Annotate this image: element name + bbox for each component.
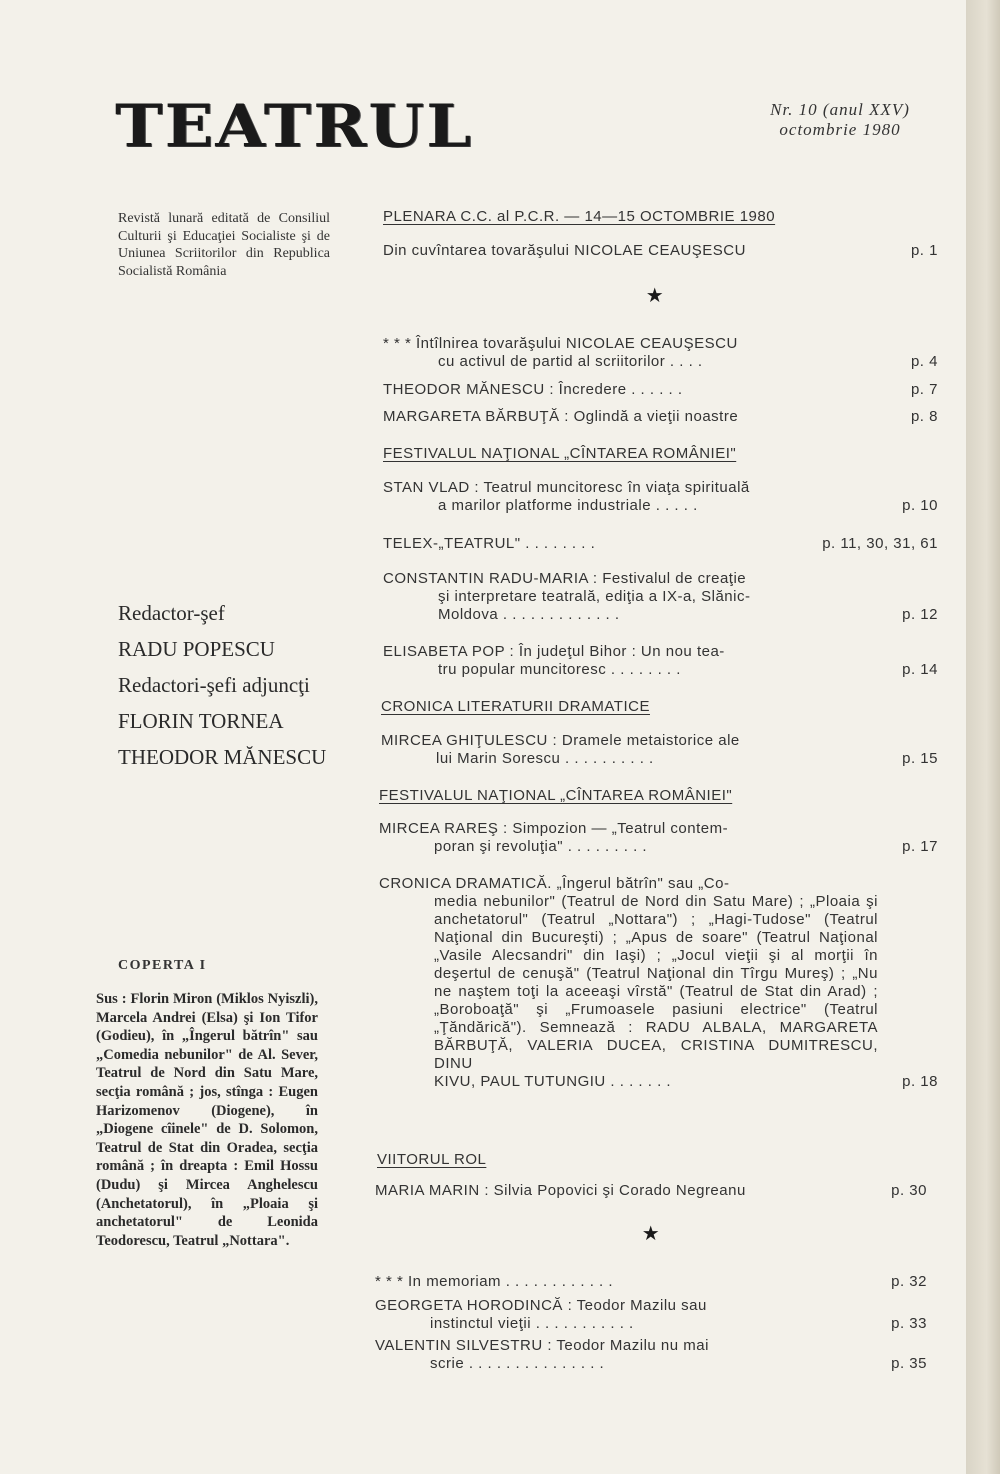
entry-title-cont: şi interpretare teatrală, ediţia a IX-a, Slănic-: [438, 588, 751, 605]
editor-in-chief: RADU POPESCU: [118, 637, 275, 661]
entry-title: CONSTANTIN RADU-MARIA : Festivalul de creaţie: [383, 570, 747, 587]
entry-title: MARGARETA BĂRBUŢĂ : Oglindă a vieţii noastre: [383, 408, 739, 425]
toc-entry[interactable]: [375, 1182, 927, 1200]
toc-entry[interactable]: [383, 479, 938, 515]
entry-title: THEODOR MĂNESCU : Încredere . . . . . .: [383, 381, 683, 398]
entry-title: ELISABETA POP : În judeţul Bihor : Un nou tea-: [383, 643, 725, 660]
entry-page: p. 30: [891, 1182, 927, 1199]
entry-page: p. 15: [902, 750, 938, 767]
deputy-editor: FLORIN TORNEA: [118, 709, 284, 733]
cover-title: COPERTA I: [118, 958, 207, 973]
toc-entry[interactable]: [383, 535, 938, 553]
editor-in-chief-label: Redactor-şef: [118, 601, 225, 625]
publisher-note: Revistă lunară editată de Consiliul Culturii şi Educaţiei Socialiste şi de Uniunea Scriitorilor din Republica Socialistă România: [118, 211, 330, 279]
entry-page: p. 17: [902, 838, 938, 855]
toc-entry[interactable]: [383, 570, 938, 624]
section-heading: FESTIVALUL NAŢIONAL „CÎNTAREA ROMÂNIEI": [379, 787, 733, 804]
section-heading: PLENARA C.C. al P.C.R. — 14—15 OCTOMBRIE 1980: [383, 208, 776, 225]
entry-title-cont: media nebunilor" (Teatrul de Nord din Satu Mare) ; „Ploaia şi anchetatorul" (Teatrul „Nottara") ; „Hagi-Tudose" (Teatrul Naţional din Bucureşti) ; „Apus de soare" (Teatrul Naţional „Vasile Alecsandri" din Iaşi) ; „Jocul vieţii şi al morţii în deşertul de cenuşă" (Teatrul Naţional din Tîrgu Mureş) ; „Nu ne naştem toţi la aceeaşi vîrstă" (Teatrul de Stat din Arad) ; „Boroboaţă" şi „Frumoasele pasiuni electrice" (Teatrul „Ţăndărică"). Semnează : RADU ALBALA, MARGARETA BĂRBUŢĂ, VALERIA DUCEA, CRISTINA DUMITRESCU, DINU: [434, 893, 878, 1072]
entry-title: TELEX-„TEATRUL" . . . . . . . .: [383, 535, 596, 552]
cover-caption: Sus : Florin Miron (Miklos Nyiszli), Marcela Andrei (Elsa) şi Ion Tifor (Godieu), în „Îngerul bătrîn" sau „Comedia nebunilor" de Al. Sever, Teatrul de Nord din Satu Mare, secţia română ; jos, stînga : Eugen Harizomenov (Diogene), în „Diogene cîinele" de D. Solomon, Teatrul de Stat din Oradea, secţia română ; în dreapta : Emil Hossu (Dudu) şi Mircea Anghelescu (Anchetatorul), în „Ploaia şi anchetatorul" de Leonida Teodorescu, Teatrul „Nottara".: [96, 991, 318, 1249]
issue-number: Nr. 10 (anul XXV): [770, 100, 910, 119]
entry-page: p. 35: [891, 1355, 927, 1372]
toc-entry[interactable]: [383, 242, 938, 260]
entry-title: CRONICA DRAMATICĂ. „Îngerul bătrîn" sau „Co-: [379, 875, 730, 892]
entry-page: p. 32: [891, 1273, 927, 1290]
entry-title-cont: poran şi revoluţia" . . . . . . . . .: [434, 838, 648, 855]
entry-title-cont: scrie . . . . . . . . . . . . . . .: [430, 1355, 605, 1372]
entry-title: MARIA MARIN : Silvia Popovici şi Corado Negreanu: [375, 1182, 746, 1199]
star-divider-icon: ★: [645, 285, 665, 307]
entry-title-cont: instinctul vieţii . . . . . . . . . . .: [430, 1315, 634, 1332]
page-edge: [966, 0, 1000, 1474]
deputy-editors-label: Redactori-şefi adjuncţi: [118, 673, 310, 697]
toc-entry[interactable]: [381, 732, 938, 768]
entry-title: Din cuvîntarea tovarăşului NICOLAE CEAUŞESCU: [383, 242, 746, 259]
entry-page: p. 7: [910, 381, 938, 398]
entry-title-cont: a marilor platforme industriale . . . . .: [438, 497, 698, 514]
entry-title: MIRCEA GHIŢULESCU : Dramele metaistorice ale: [381, 732, 740, 749]
entry-page: p. 18: [902, 1073, 938, 1090]
entry-title: VALENTIN SILVESTRU : Teodor Mazilu nu mai: [375, 1337, 709, 1354]
entry-page: p. 12: [902, 606, 938, 623]
issue-info: [730, 100, 950, 140]
entry-title: STAN VLAD : Teatrul muncitoresc în viaţa spirituală: [383, 479, 750, 496]
toc-entry[interactable]: [383, 408, 938, 426]
star-divider-icon: ★: [641, 1223, 661, 1245]
entry-title: * * * Întîlnirea tovarăşului NICOLAE CEAUŞESCU: [383, 335, 738, 352]
section-heading: CRONICA LITERATURII DRAMATICE: [381, 698, 650, 715]
entry-title-cont: cu activul de partid al scriitorilor . . . .: [438, 353, 703, 370]
toc-entry[interactable]: [379, 875, 938, 1091]
entry-title-cont: Moldova . . . . . . . . . . . . .: [438, 606, 620, 623]
section-heading: VIITORUL ROL: [377, 1151, 487, 1168]
issue-date: octombrie 1980: [779, 120, 901, 139]
entry-page: p. 4: [910, 353, 938, 370]
entry-page: p. 1: [910, 242, 938, 259]
entry-title-cont: tru popular muncitoresc . . . . . . . .: [438, 661, 681, 678]
entry-page: p. 8: [910, 408, 938, 425]
entry-title: MIRCEA RAREŞ : Simpozion — „Teatrul contem-: [379, 820, 729, 837]
entry-title: * * * In memoriam . . . . . . . . . . . .: [375, 1273, 614, 1290]
entry-title-cont: lui Marin Sorescu . . . . . . . . . .: [436, 750, 654, 767]
editorial-board: [118, 595, 348, 775]
toc-entry[interactable]: [383, 643, 938, 679]
toc-entry[interactable]: [379, 820, 938, 856]
toc-entry[interactable]: [375, 1273, 927, 1291]
toc-entry[interactable]: [383, 335, 938, 371]
magazine-logo: TEATRUL: [115, 92, 474, 161]
entry-page: p. 11, 30, 31, 61: [822, 535, 938, 552]
toc-entry[interactable]: [383, 381, 938, 399]
toc-entry[interactable]: [375, 1337, 927, 1373]
entry-page: p. 33: [891, 1315, 927, 1332]
entry-title: GEORGETA HORODINCĂ : Teodor Mazilu sau: [375, 1297, 707, 1314]
entry-page: p. 10: [902, 497, 938, 514]
toc-entry[interactable]: [375, 1297, 927, 1333]
entry-title-cont: KIVU, PAUL TUTUNGIU . . . . . . .: [434, 1073, 672, 1090]
entry-page: p. 14: [902, 661, 938, 678]
section-heading: FESTIVALUL NAŢIONAL „CÎNTAREA ROMÂNIEI": [383, 445, 737, 462]
deputy-editor: THEODOR MĂNESCU: [118, 745, 327, 769]
